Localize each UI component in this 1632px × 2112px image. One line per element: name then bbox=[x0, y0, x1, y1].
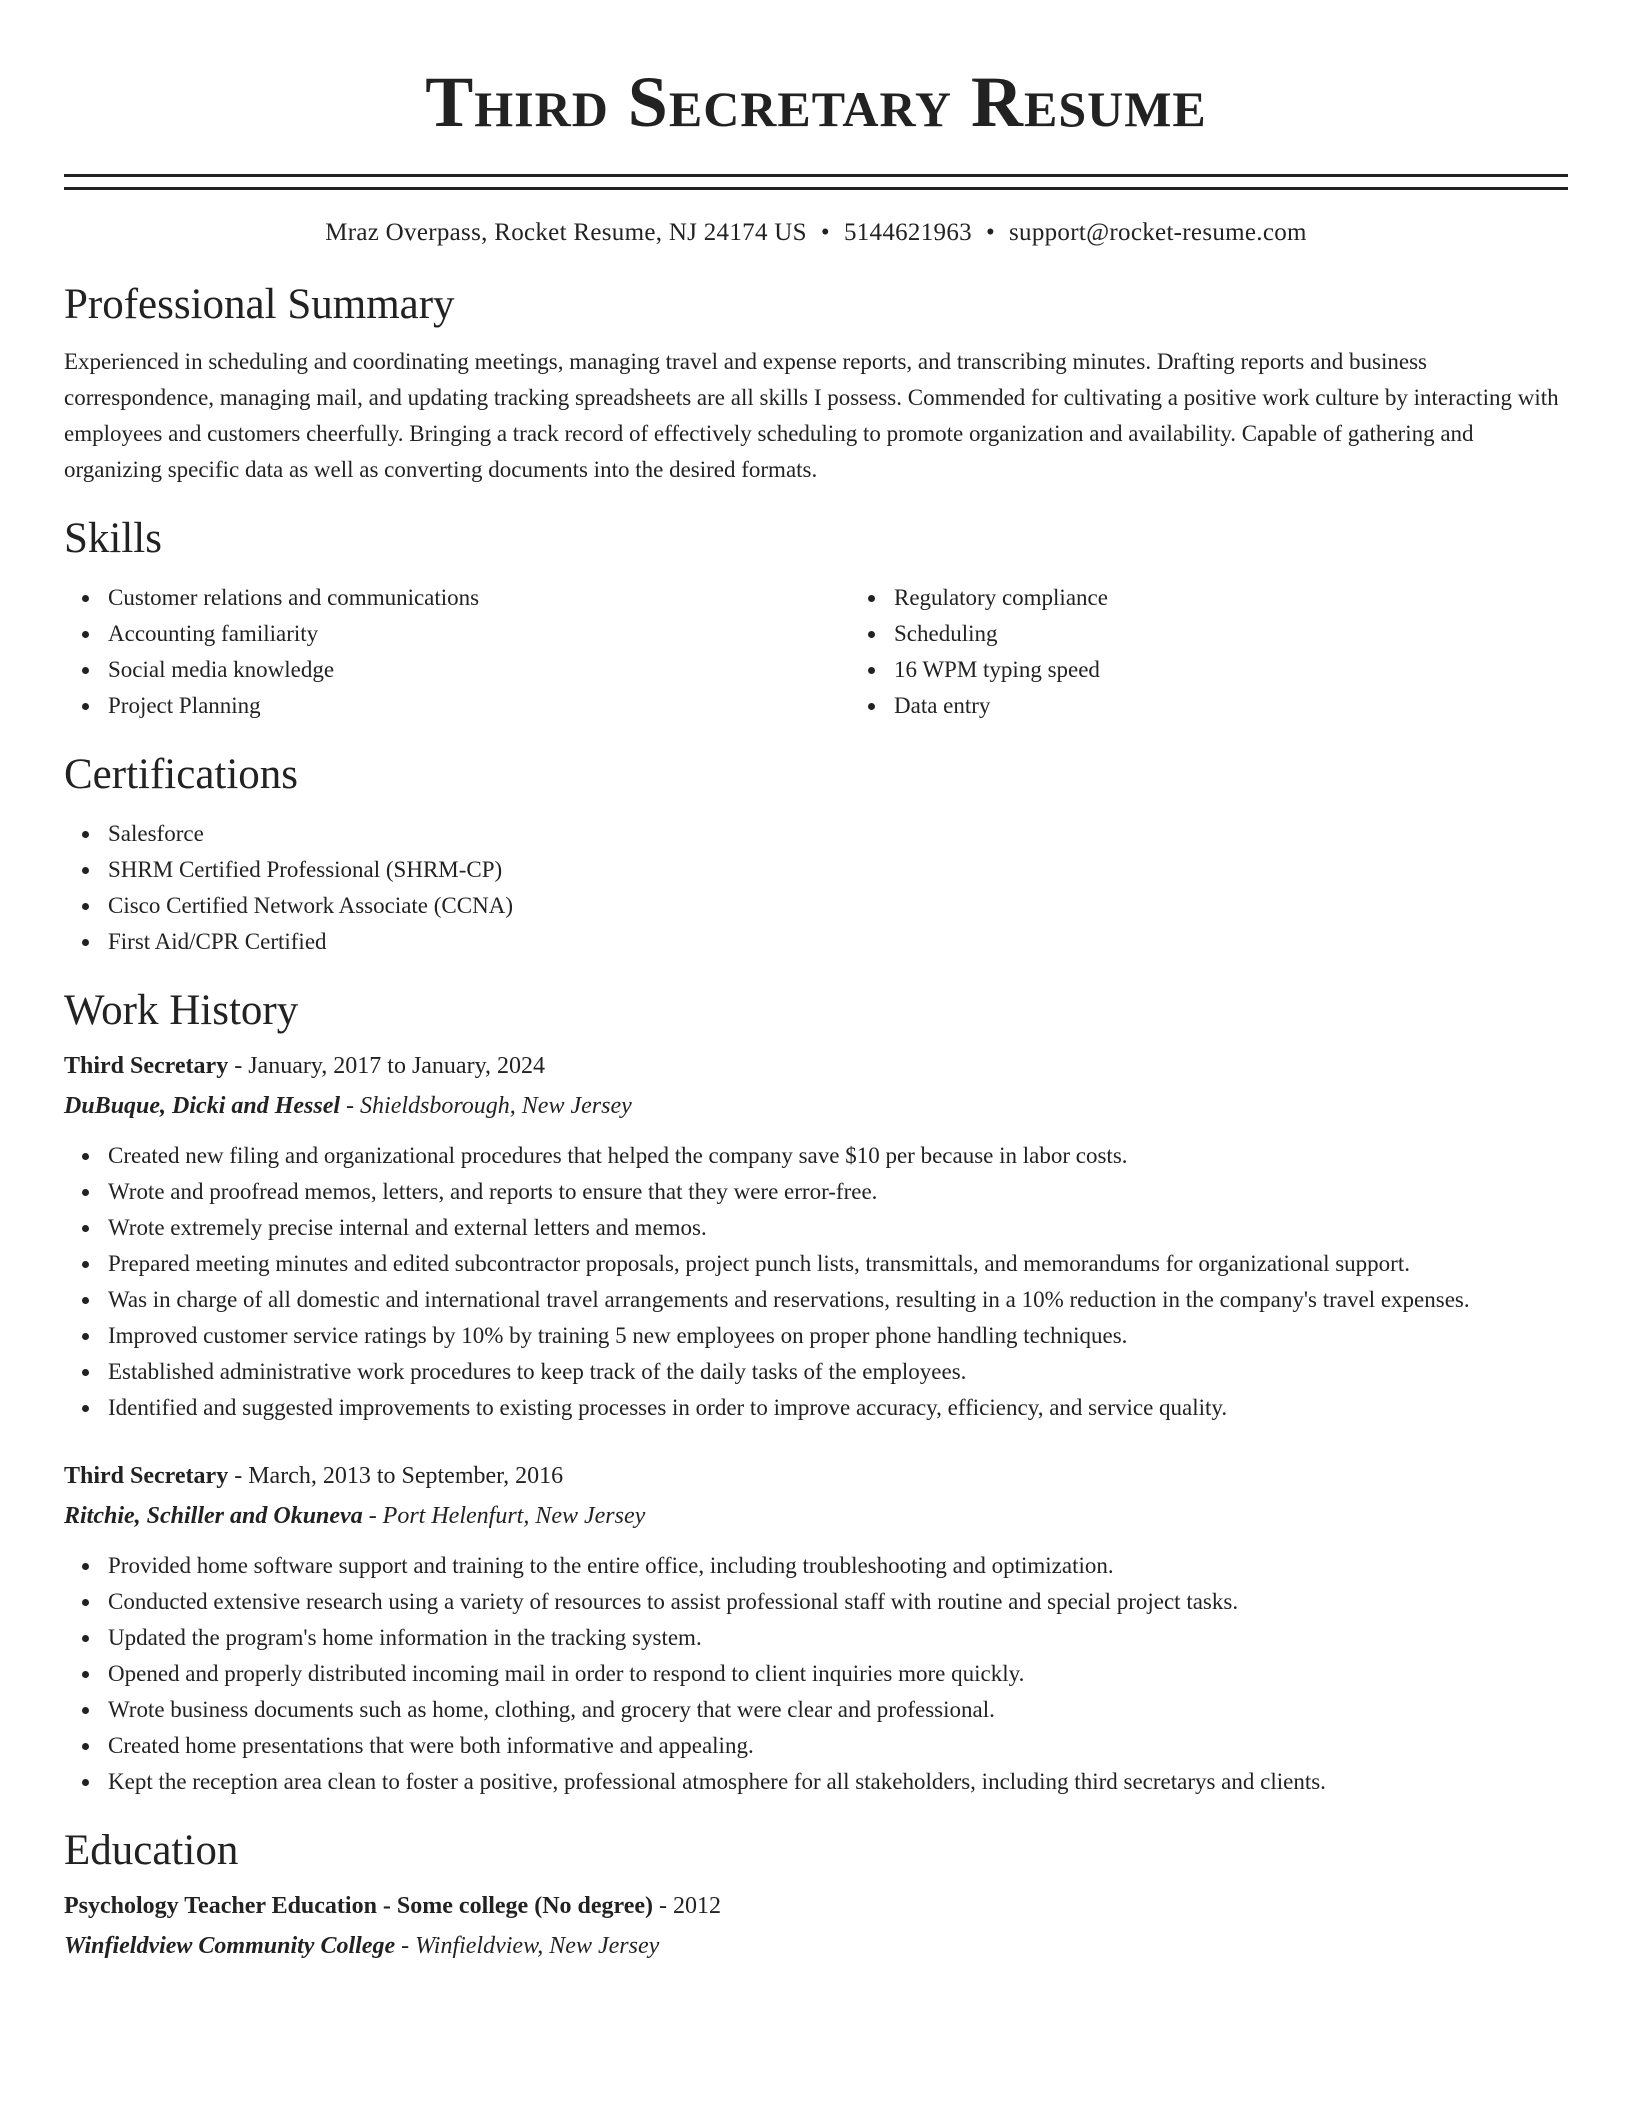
skills-section bbox=[64, 512, 1568, 724]
work-history-heading: Work History bbox=[64, 987, 299, 1034]
contact-separator: • bbox=[985, 219, 995, 246]
job-dates: - March, 2013 to September, 2016 bbox=[234, 1463, 564, 1489]
certification-item: Cisco Certified Network Associate (CCNA) bbox=[108, 888, 1568, 924]
job-company: DuBuque, Dicki and Hessel bbox=[64, 1093, 341, 1119]
certification-item: First Aid/CPR Certified bbox=[108, 924, 1568, 960]
certifications-heading: Certifications bbox=[64, 751, 299, 798]
skill-item: Customer relations and communications bbox=[108, 580, 850, 616]
skill-item: Regulatory compliance bbox=[894, 580, 1632, 616]
job-bullet: Kept the reception area clean to foster a positive, professional atmosphere for all stakeholders, including third secretarys and clients. bbox=[108, 1764, 1568, 1800]
skill-item: Scheduling bbox=[894, 616, 1632, 652]
job-bullet: Improved customer service ratings by 10% by training 5 new employees on proper phone handling techniques. bbox=[108, 1318, 1568, 1354]
education-location: - Winfieldview, New Jersey bbox=[401, 1933, 660, 1959]
job-title: Third Secretary bbox=[64, 1463, 229, 1489]
education-school: Winfieldview Community College bbox=[64, 1933, 396, 1959]
job-entry bbox=[64, 1046, 1568, 1426]
education-section bbox=[64, 1824, 1568, 1966]
contact-separator: • bbox=[820, 219, 830, 246]
job-bullet: Created home presentations that were both informative and appealing. bbox=[108, 1728, 1568, 1764]
job-bullet: Provided home software support and training to the entire office, including troubleshooting and optimization. bbox=[108, 1548, 1568, 1584]
certification-item: SHRM Certified Professional (SHRM-CP) bbox=[108, 852, 1568, 888]
education-heading: Education bbox=[64, 1827, 239, 1874]
job-title-line bbox=[64, 1046, 1568, 1086]
contact-email[interactable]: support@rocket-resume.com bbox=[1009, 219, 1307, 246]
job-location: - Shieldsborough, New Jersey bbox=[346, 1093, 632, 1119]
page-title: Third Secretary Resume bbox=[425, 62, 1207, 142]
summary-heading: Professional Summary bbox=[64, 281, 455, 328]
skills-heading: Skills bbox=[64, 515, 162, 562]
job-bullets bbox=[64, 1548, 1568, 1800]
job-bullet: Wrote extremely precise internal and external letters and memos. bbox=[108, 1210, 1568, 1246]
job-bullet: Wrote business documents such as home, clothing, and grocery that were clear and professional. bbox=[108, 1692, 1568, 1728]
certifications-section bbox=[64, 748, 1568, 960]
education-degree: Psychology Teacher Education - Some college (No degree) bbox=[64, 1893, 654, 1919]
summary-section bbox=[64, 278, 1568, 488]
job-bullet: Created new filing and organizational procedures that helped the company save $10 per because in labor costs. bbox=[108, 1138, 1568, 1174]
skill-item: Project Planning bbox=[108, 688, 850, 724]
skill-item: Data entry bbox=[894, 688, 1632, 724]
contact-line bbox=[64, 216, 1568, 250]
job-bullet: Updated the program's home information in the tracking system. bbox=[108, 1620, 1568, 1656]
job-bullet: Wrote and proofread memos, letters, and reports to ensure that they were error-free. bbox=[108, 1174, 1568, 1210]
job-dates: - January, 2017 to January, 2024 bbox=[234, 1053, 546, 1079]
job-bullet: Established administrative work procedures to keep track of the daily tasks of the employees. bbox=[108, 1354, 1568, 1390]
contact-address: Mraz Overpass, Rocket Resume, NJ 24174 US bbox=[325, 219, 807, 246]
job-title: Third Secretary bbox=[64, 1053, 229, 1079]
job-bullet: Was in charge of all domestic and international travel arrangements and reservations, resulting in a 10% reduction in the company's travel expenses. bbox=[108, 1282, 1568, 1318]
job-company-line bbox=[64, 1496, 1568, 1536]
header-double-rule bbox=[64, 174, 1568, 190]
skills-list-right bbox=[850, 580, 1632, 724]
skill-item: Accounting familiarity bbox=[108, 616, 850, 652]
certifications-list bbox=[64, 816, 1568, 960]
work-history-section bbox=[64, 984, 1568, 1800]
education-school-line bbox=[64, 1926, 1568, 1966]
skill-item: 16 WPM typing speed bbox=[894, 652, 1632, 688]
certification-item: Salesforce bbox=[108, 816, 1568, 852]
skills-list-left bbox=[64, 580, 850, 724]
skills-columns bbox=[64, 580, 1568, 724]
job-company: Ritchie, Schiller and Okuneva bbox=[64, 1503, 363, 1529]
job-bullet: Opened and properly distributed incoming mail in order to respond to client inquiries more quickly. bbox=[108, 1656, 1568, 1692]
job-bullet: Identified and suggested improvements to existing processes in order to improve accuracy, efficiency, and service quality. bbox=[108, 1390, 1568, 1426]
job-company-line bbox=[64, 1086, 1568, 1126]
education-degree-line bbox=[64, 1886, 1568, 1926]
job-location: - Port Helenfurt, New Jersey bbox=[368, 1503, 646, 1529]
contact-phone: 5144621963 bbox=[843, 219, 972, 246]
job-bullet: Conducted extensive research using a variety of resources to assist professional staff with routine and special project tasks. bbox=[108, 1584, 1568, 1620]
job-bullets bbox=[64, 1138, 1568, 1426]
job-entry bbox=[64, 1456, 1568, 1800]
summary-text: Experienced in scheduling and coordinating meetings, managing travel and expense reports, and transcribing minutes. Drafting reports and business correspondence, managing mail, and updating tracking spreadsheets are all skills I possess. Commended for cultivating a positive work culture by interacting with employees and customers cheerfully. Bringing a track record of effectively scheduling to promote organization and availability. Capable of gathering and organizing specific data as well as converting documents into the desired formats. bbox=[64, 349, 1559, 482]
job-bullet: Prepared meeting minutes and edited subcontractor proposals, project punch lists, transmittals, and memorandums for organizational support. bbox=[108, 1246, 1568, 1282]
job-title-line bbox=[64, 1456, 1568, 1496]
education-year: - 2012 bbox=[659, 1893, 722, 1919]
skill-item: Social media knowledge bbox=[108, 652, 850, 688]
